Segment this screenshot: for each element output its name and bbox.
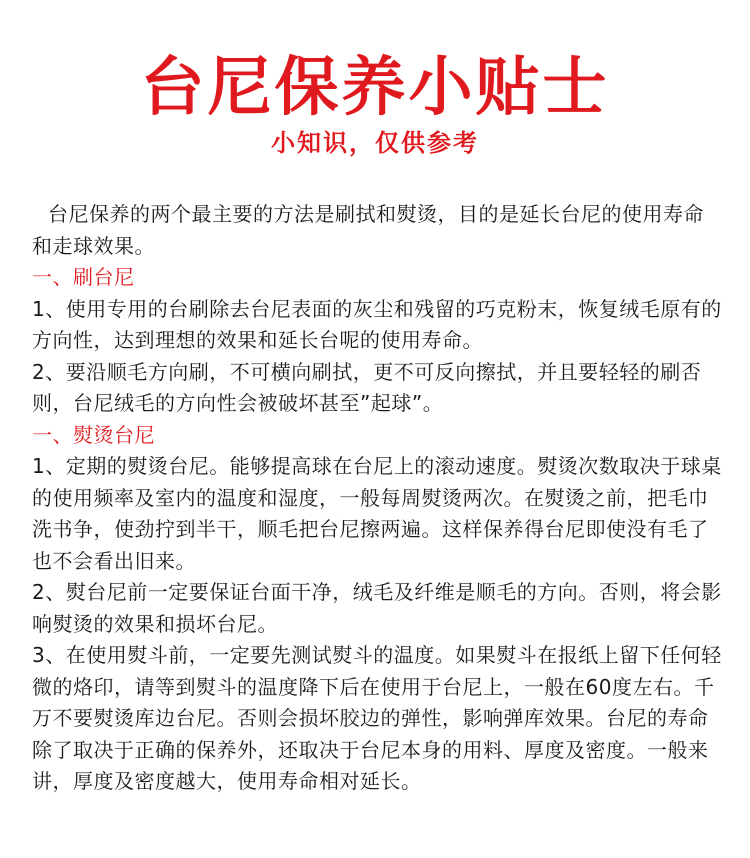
section-heading-brushing: 一、刷台尼 bbox=[32, 265, 135, 289]
section-heading-ironing: 一、熨烫台尼 bbox=[32, 422, 155, 447]
ironing-item-3: 3、在使用熨斗前，一定要先测试熨斗的温度。如果熨斗在报纸上留下任何轻微的烙印，请等到熨斗的温度降下后在使用于台尼上，一般在60度左右。千万不要熨烫库边台尼。否则会损坏胶边的弹性，影响弹库效果。台尼的寿命除了取决于正确的保养外，还取决于台尼本身的用料、厚度及密度。一般来讲，厚度及密度越大，使用寿命相对延长。 bbox=[32, 643, 722, 793]
page-title: 台尼保养小贴士 bbox=[140, 51, 610, 125]
intro-paragraph: 台尼保养的两个最主要的方法是刷拭和熨烫，目的是延长台尼的使用寿命和走球效果。 bbox=[32, 202, 704, 258]
ironing-item-1: 1、定期的熨烫台尼。能够提高球在台尼上的滚动速度。熨烫次数取决于球桌的使用频率及室内的温度和湿度，一般每周熨烫两次。在熨烫之前，把毛巾洗书争，使劲拧到半干，顺毛把台尼擦两遍。这样保养得台尼即使没有毛了也不会看出旧来。 bbox=[32, 454, 722, 573]
brushing-item-2: 2、要沿顺毛方向刷，不可横向刷拭，更不可反向擦拭，并且要轻轻的刷否则，台尼绒毛的方向性会被破坏甚至”起球”。 bbox=[32, 359, 702, 415]
article-body bbox=[32, 199, 722, 798]
ironing-item-2: 2、熨台尼前一定要保证台面干净，绒毛及纤维是顺毛的方向。否则，将会影响熨烫的效果和损坏台尼。 bbox=[32, 580, 722, 636]
brushing-item-1: 1、使用专用的台刷除去台尼表面的灰尘和残留的巧克粉末，恢复绒毛原有的方向性，达到理想的效果和延长台呢的使用寿命。 bbox=[32, 296, 722, 352]
page-subtitle: 小知识，仅供参考 bbox=[271, 129, 479, 157]
